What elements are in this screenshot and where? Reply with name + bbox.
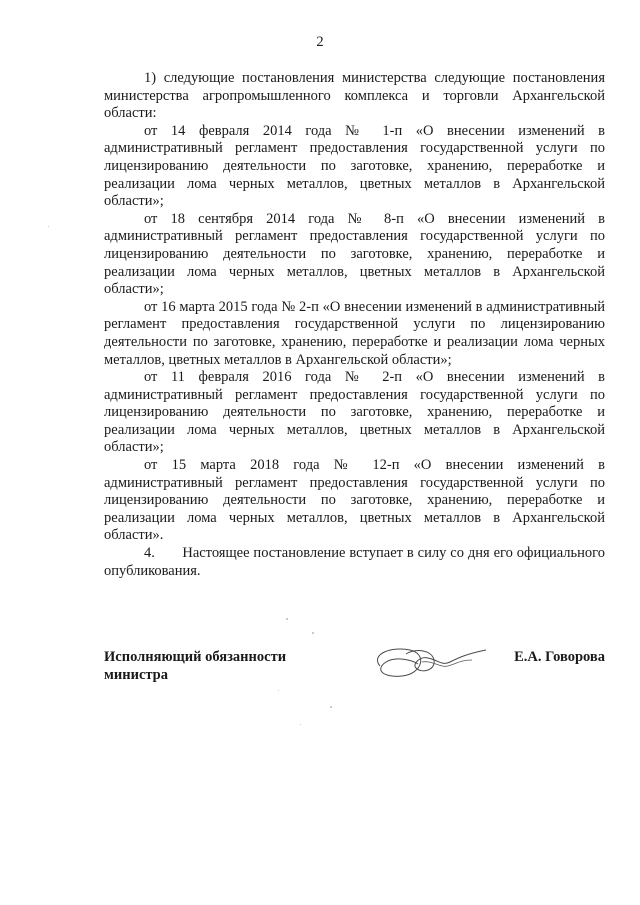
signatory-title	[104, 648, 286, 684]
list-item: от 14 февраля 2014 года № 1-п «О внесении изменений в административный регламент предоставления государственной услуги по лицензированию деятельности по заготовке, хранению, переработке и реализации лома черных металлов, цветных металлов в Архангельской области»;	[104, 122, 605, 210]
scan-speck	[48, 226, 49, 227]
document-body	[104, 70, 605, 580]
clause-4-paragraph	[104, 545, 605, 580]
signatory-name: Е.А. Говорова	[514, 649, 605, 665]
scan-speck	[278, 690, 279, 691]
signature-block	[104, 648, 605, 708]
scan-speck	[300, 724, 301, 725]
signatory-title-line1: Исполняющий обязанности	[104, 649, 287, 665]
intro-paragraph: 1) следующие постановления министерства следующие постановления министерства агропромышленного комплекса и торговли Архангельской области:	[104, 70, 605, 122]
scan-speck	[286, 618, 288, 620]
signatory-title-line2: министра	[104, 667, 168, 683]
list-item: от 11 февраля 2016 года № 2-п «О внесении изменений в административный регламент предоставления государственной услуги по лицензированию деятельности по заготовке, хранению, переработке и реализации лома черных металлов, цветных металлов в Архангельской области»;	[104, 369, 605, 456]
list-item: от 15 марта 2018 года № 12-п «О внесении изменений в административный регламент предоставления государственной услуги по лицензированию деятельности по заготовке, хранению, переработке и реализации лома черных металлов, цветных металлов в Архангельской области».	[104, 457, 605, 544]
handwritten-signature	[362, 640, 492, 684]
scan-speck	[312, 632, 314, 634]
clause-4-number: 4.	[144, 545, 155, 562]
list-item: от 16 марта 2015 года № 2-п «О внесении изменений в административный регламент предоставления государственной услуги по лицензированию деятельности по заготовке, хранению, переработке и реализации лома черных металлов, цветных металлов в Архангельской области»;	[104, 298, 605, 368]
clause-4-text: Настоящее постановление вступает в силу со дня его официального опубликования.	[104, 545, 605, 579]
scan-speck	[330, 706, 332, 708]
list-item: от 18 сентября 2014 года № 8-п «О внесении изменений в административный регламент предоставления государственной услуги по лицензированию деятельности по заготовке, хранению, переработке и реализации лома черных металлов, цветных металлов в Архангельской области»;	[104, 210, 605, 298]
page-number: 2	[316, 34, 324, 50]
